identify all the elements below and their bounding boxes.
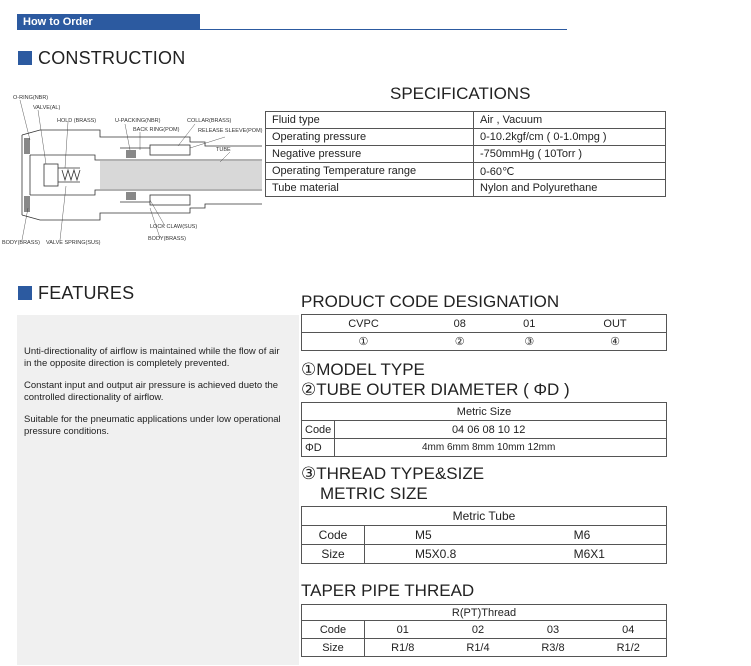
label-collar: COLLAR(BRASS): [187, 118, 232, 124]
product-code-table: [301, 314, 667, 351]
table-row: CVPC 08 01 OUT: [302, 315, 667, 333]
table-row: Size M5X0.8 M6X1: [302, 545, 667, 564]
features-heading: FEATURES: [18, 283, 134, 304]
table-row: Metric Tube: [302, 507, 667, 526]
label-hold: HOLD (BRASS): [57, 118, 97, 124]
label-valve: VALVE(AL): [33, 105, 61, 111]
how-to-order-banner: How to Order: [17, 14, 200, 30]
construction-heading: CONSTRUCTION: [18, 48, 185, 69]
feature-item: Suitable for the pneumatic applications under low operational pressure conditions.: [24, 414, 281, 437]
table-row: Fluid type Air , Vacuum: [266, 112, 666, 129]
label-release: RELEASE SLEEVE(POM): [198, 128, 263, 134]
construction-diagram: [0, 90, 262, 250]
table-row: Operating Temperature range 0-60℃: [266, 163, 666, 180]
table-row: Negative pressure -750mmHg ( 10Torr ): [266, 146, 666, 163]
metric-size-heading: METRIC SIZE: [320, 484, 428, 503]
label-tube: TUBE: [216, 147, 231, 153]
table-row: Metric Size: [302, 403, 667, 421]
taper-table: [301, 604, 667, 657]
section-marker-icon: [18, 51, 32, 65]
taper-heading: TAPER PIPE THREAD: [301, 581, 475, 600]
label-body-right: BODY(BRASS): [148, 236, 186, 242]
table-row: Code 01 02 03 04: [302, 621, 667, 639]
table-row: R(PT)Thread: [302, 605, 667, 621]
thread-table: [301, 506, 667, 564]
table-row: Code M5 M6: [302, 526, 667, 545]
table-row: ΦD 4mm 6mm 8mm 10mm 12mm: [302, 439, 667, 457]
specifications-heading: SPECIFICATIONS: [390, 84, 531, 103]
model-type-heading: ①MODEL TYPE: [301, 360, 425, 379]
features-panel: [17, 315, 299, 665]
table-row: Tube material Nylon and Polyurethane: [266, 180, 666, 197]
tube-od-table: [301, 402, 667, 457]
label-oring: O-RING(NBR): [13, 95, 49, 101]
thread-type-heading: ③THREAD TYPE&SIZE: [301, 464, 485, 483]
header-divider: [200, 29, 567, 30]
table-row: Size R1/8 R1/4 R3/8 R1/2: [302, 639, 667, 657]
tube-od-heading: ②TUBE OUTER DIAMETER ( ΦD ): [301, 380, 570, 399]
feature-item: Constant input and output air pressure is achieved dueto the controlled directionality of airflow.: [24, 380, 279, 403]
label-spring: VALVE SPRING(SUS): [46, 240, 101, 246]
table-row: Operating pressure 0-10.2kgf/cm ( 0-1.0mpg ): [266, 129, 666, 146]
label-upacking: U-PACKING(NBR): [115, 118, 161, 124]
fitting-cross-section: [0, 90, 262, 250]
section-marker-icon: [18, 286, 32, 300]
feature-item: Unti-directionality of airflow is maintained while the flow of air in the opposite direction is completely prevented.: [24, 346, 280, 369]
table-row: ① ② ③ ④: [302, 333, 667, 351]
label-lockclaw: LOCK CLAW(SUS): [150, 224, 198, 230]
label-backring: BACK RING(POM): [133, 127, 180, 133]
specifications-table: [265, 111, 666, 197]
product-code-heading: PRODUCT CODE DESIGNATION: [301, 292, 560, 311]
table-row: Code 04 06 08 10 12: [302, 421, 667, 439]
label-body-left: BODY(BRASS): [2, 240, 40, 246]
